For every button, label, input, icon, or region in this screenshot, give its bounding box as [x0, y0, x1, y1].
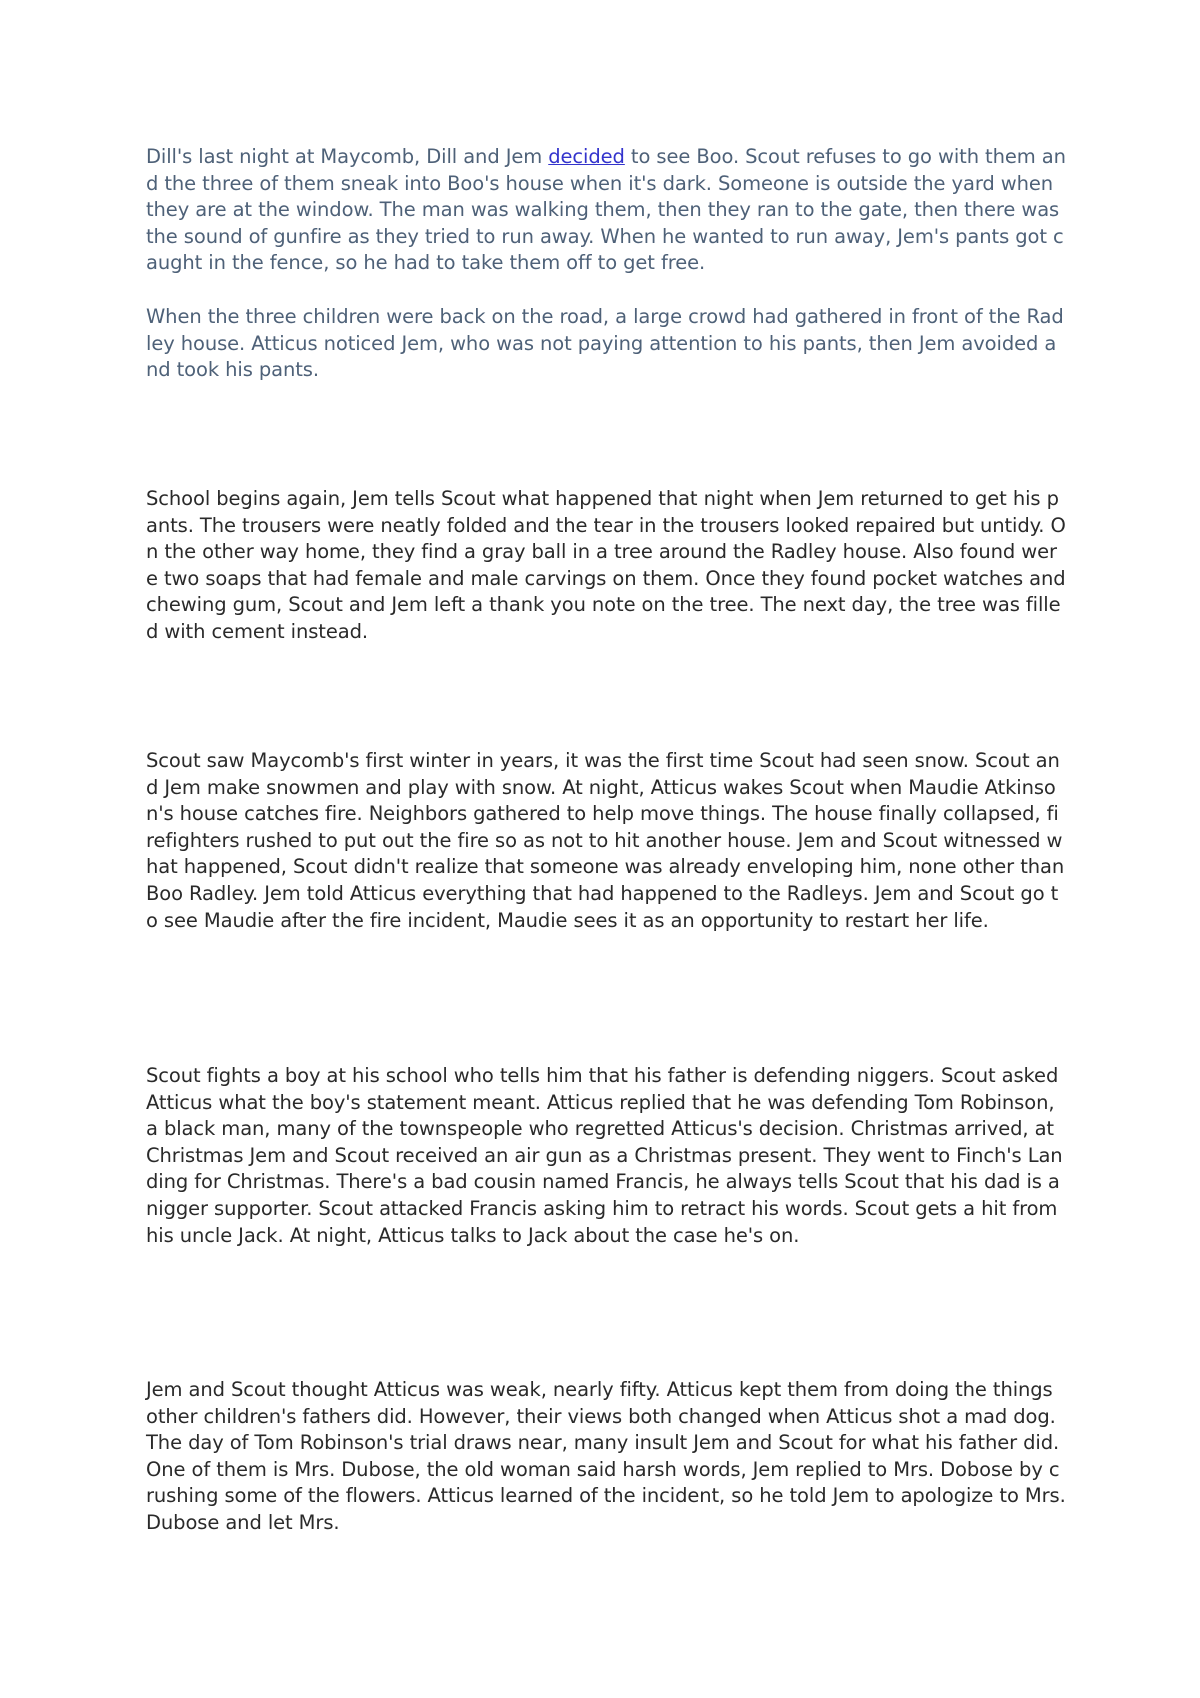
paragraph-school-begins: School begins again, Jem tells Scout what happened that night when Jem returned to get his pants. The trousers were neatly folded and the tear in the trousers looked repaired but untidy. On the other way home, they find a gray ball in a tree around the Radley house. Also found were two soaps that had female and male carvings on them. Once they found pocket watches and chewing gum, Scout and Jem left a thank you note on the tree. The next day, the tree was filled with cement instead.	[146, 487, 1066, 643]
paragraph-text-after-link: to see Boo. Scout refuses to go with them and the three of them sneak into Boo's house when it's dark. Someone is outside the yard when they are at the window. The man was walking them, then they ran to the gate, then there was the sound of gunfire as they tried to run away. When he wanted to run away, Jem's pants got caught in the fence, so he had to take them off to get free.	[146, 145, 1066, 275]
paragraph-first-winter: Scout saw Maycomb's first winter in years, it was the first time Scout had seen snow. Scout and Jem make snowmen and play with snow. At night, Atticus wakes Scout when Maudie Atkinson's house catches fire. Neighbors gathered to help move things. The house finally collapsed, firefighters rushed to put out the fire so as not to hit another house. Jem and Scout witnessed what happened, Scout didn't realize that someone was already enveloping him, none other than Boo Radley. Jem told Atticus everything that had happened to the Radleys. Jem and Scout go to see Maudie after the fire incident, Maudie sees it as an opportunity to restart her life.	[146, 749, 1065, 932]
paragraph-children-back-on-road: When the three children were back on the road, a large crowd had gathered in front of the Radley house. Atticus noticed Jem, who was not paying attention to his pants, then Jem avoided and took his pants.	[146, 305, 1064, 382]
paragraph-atticus-weak: Jem and Scout thought Atticus was weak, nearly fifty. Atticus kept them from doing the things other children's fathers did. However, their views both changed when Atticus shot a mad dog. The day of Tom Robinson's trial draws near, many insult Jem and Scout for what his father did. One of them is Mrs. Dubose, the old woman said harsh words, Jem replied to Mrs. Dobose by crushing some of the flowers. Atticus learned of the incident, so he told Jem to apologize to Mrs. Dubose and let Mrs.	[146, 1378, 1066, 1534]
paragraph-dill-last-night	[146, 144, 1066, 277]
paragraph-text-before-link: Dill's last night at Maycomb, Dill and Jem	[146, 145, 549, 168]
paragraph-scout-fights: Scout fights a boy at his school who tells him that his father is defending niggers. Scout asked Atticus what the boy's statement meant. Atticus replied that he was defending Tom Robinson, a black man, many of the townspeople who regretted Atticus's decision. Christmas arrived, at Christmas Jem and Scout received an air gun as a Christmas present. They went to Finch's Landing for Christmas. There's a bad cousin named Francis, he always tells Scout that his dad is a nigger supporter. Scout attacked Francis asking him to retract his words. Scout gets a hit from his uncle Jack. At night, Atticus talks to Jack about the case he's on.	[146, 1064, 1063, 1247]
decided-link[interactable]: decided	[548, 145, 625, 168]
